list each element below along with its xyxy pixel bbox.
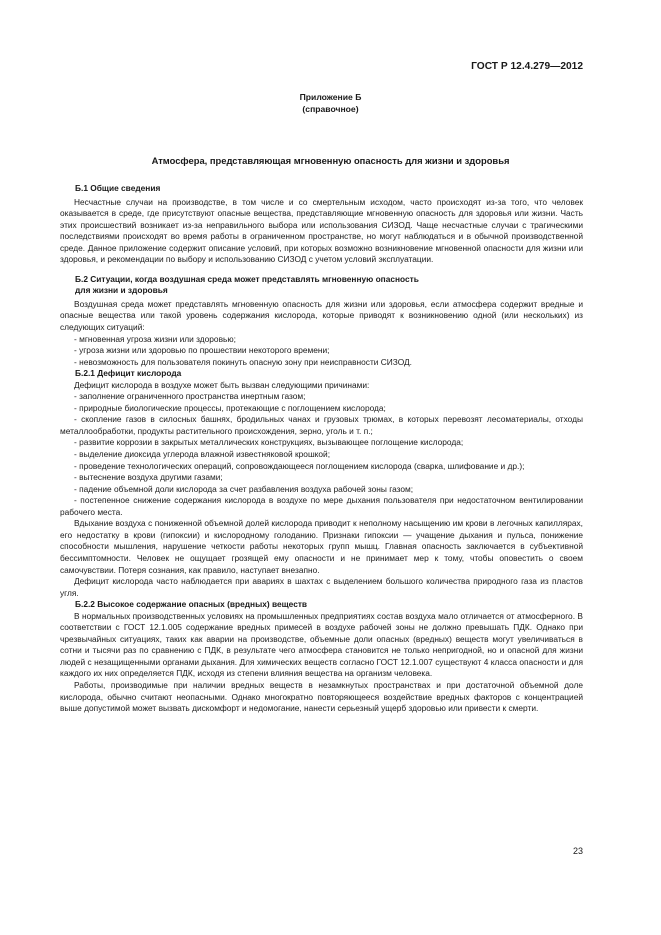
section-heading-b2-line1: Б.2 Ситуации, когда воздушная среда может представлять мгновенную опасность — [75, 273, 419, 284]
paragraph-b22-1: В нормальных производственных условиях на промышленных предприятиях состав воздуха мало отличается от атмосферного. В соответствии с ГОСТ 12.1.005 содержание вредных примесей в воздухе рабочей зоны не должно превышать ПДК. Однако при чрезвычайных ситуациях, таких как аварии на производстве, объемные доли опасных (вредных) веществ могут увеличиваться в сотни и тысячи раз по сравнению с ПДК, в результате чего атмосфера становится не только непригодной, но и опасной для жизни людей с незащищенными органами дыхания. Для химических веществ согласно ГОСТ 12.1.007 существуют 4 класса опасности и для каждого их них определяется ПДК, исходя из степени влияния вещества на организм человека. — [60, 610, 583, 679]
list-item: - скопление газов в силосных башнях, бродильных чанах и грузовых трюмах, в которых перевозят лесоматериалы, отходы металлообработки, продукты растительного происхождения, зерно, уголь и т. п.; — [60, 414, 583, 436]
list-item: - природные биологические процессы, протекающие с поглощением кислорода; — [74, 402, 386, 413]
appendix-kind: (справочное) — [302, 103, 359, 114]
paragraph-b21-2: Вдыхание воздуха с пониженной объемной долей кислорода приводит к неполному насыщению им крови в легочных капиллярах, его недостатку в крови (гипоксии) и кислородному голоданию. Признаки гипоксии — учащение дыхания и пульса, понижение способности мышления, нарушение четкости работы некоторых групп мышц. Главная опасность заключается в субъективной бессимптомности. Человек не ощущает грозящей ему опасности и не принимает мер к тому, чтобы оповестить о своем самочувствии. Потеря сознания, как правило, наступает внезапно. — [60, 518, 583, 575]
document-id: ГОСТ Р 12.4.279—2012 — [471, 61, 583, 72]
list-item: - вытеснение воздуха другими газами; — [74, 472, 223, 483]
appendix-label: Приложение Б — [299, 92, 362, 102]
section-heading-b22: Б.2.2 Высокое содержание опасных (вредных) веществ — [75, 599, 308, 610]
list-item: - постепенное снижение содержания кислорода в воздухе по мере дыхания пользователя при недостаточном вентилировании рабочего места. — [60, 495, 583, 517]
appendix-heading — [0, 92, 661, 115]
paragraph-b21-3: Дефицит кислорода часто наблюдается при авариях в шахтах с выделением большого количества природного газа из пластов угля. — [60, 576, 583, 598]
list-item: - заполнение ограниченного пространства инертным газом; — [74, 391, 306, 402]
list-item: - невозможность для пользователя покинуть опасную зону при неисправности СИЗОД. — [74, 356, 413, 367]
list-item: - выделение диоксида углерода влажной известняковой крошкой; — [74, 449, 331, 460]
list-item: - развитие коррозии в закрытых металлических конструкциях, вызывающее поглощение кислорода; — [74, 437, 464, 448]
paragraph-b1-1: Несчастные случаи на производстве, в том числе и со смертельным исходом, часто происходят из-за того, что человек оказывается в среде, где присутствуют опасные вещества, представляющие мгновенную опасность для здоровья или жизни. Часть этих происшествий возникает из-за неправильного выбора или использования СИЗОД. Чаще несчастные случаи с трагическими последствиями происходят во время работы в ограниченном пространстве, но могут наблюдаться и в обычной производственной среде. Данное приложение содержит описание условий, при которых возможно возникновение мгновенной опасности для жизни или здоровья, и рекомендации по выбору и использованию СИЗОД с учетом условий эксплуатации. — [60, 196, 583, 265]
list-item: - падение объемной доли кислорода за счет разбавления воздуха рабочей зоны газом; — [74, 483, 414, 494]
paragraph-b21-1: Дефицит кислорода в воздухе может быть вызван следующими причинами: — [74, 379, 370, 390]
section-heading-b21: Б.2.1 Дефицит кислорода — [75, 368, 182, 379]
paragraph-b22-2: Работы, производимые при наличии вредных веществ в незамкнутых пространствах и при достаточной объемной доле кислорода, обычно считают неопасными. Однако многократно повторяющееся воздействие вредных факторов с концентрацией выше допустимой может вызвать дискомфорт и недомогание, нанести серьезный ущерб здоровью или привести к смерти. — [60, 679, 583, 714]
list-item: - мгновенная угроза жизни или здоровью; — [74, 333, 236, 344]
section-heading-b2-line2: для жизни и здоровья — [75, 285, 168, 296]
appendix-title: Атмосфера, представляющая мгновенную опасность для жизни и здоровья — [151, 155, 510, 166]
document-body — [60, 183, 583, 715]
list-item: - угроза жизни или здоровью по прошествии некоторого времени; — [74, 345, 330, 356]
list-item: - проведение технологических операций, сопровождающееся поглощением кислорода (сварка, шлифование и др.); — [74, 460, 525, 471]
paragraph-b2-1: Воздушная среда может представлять мгновенную опасность для жизни или здоровья, если атмосфера содержит вредные и опасные вещества или такой уровень содержания кислорода, которые приводят к возникновению одной (или нескольких) из следующих ситуаций: — [60, 298, 583, 333]
page-number: 23 — [572, 846, 583, 856]
section-heading-b1: Б.1 Общие сведения — [75, 183, 161, 193]
